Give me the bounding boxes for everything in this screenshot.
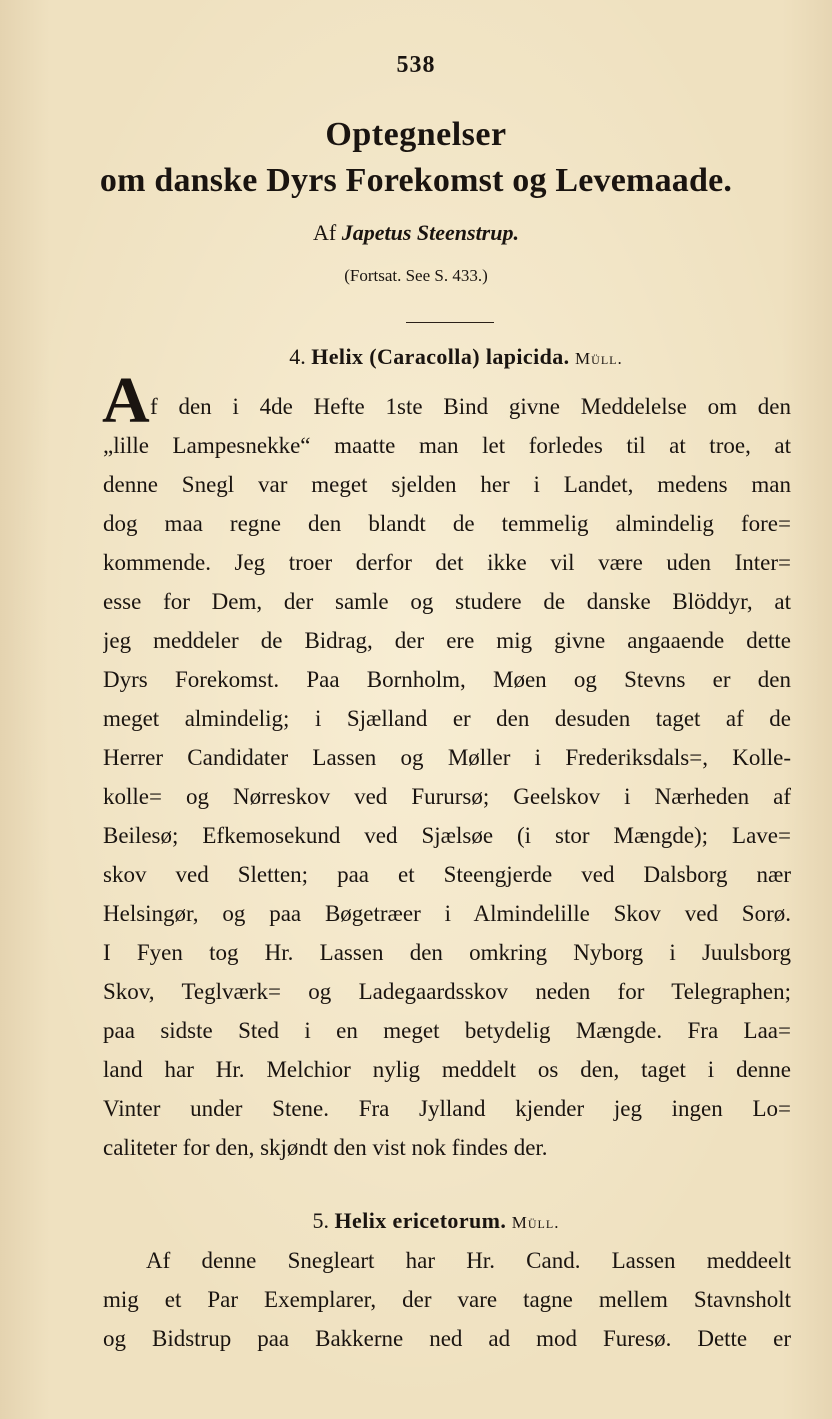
section-divider [406, 322, 494, 323]
species-heading-4 [40, 344, 832, 370]
text-line: dog maa regne den blandt de temmelig almindelig fore= [103, 511, 791, 536]
species-scientific-name: Helix (Caracolla) lapicida. [311, 344, 570, 369]
text-line: Skov, Teglværk= og Ladegaardsskov neden for Telegraphen; [103, 979, 791, 1004]
species-number: 5. [312, 1208, 330, 1233]
article-title: Optegnelser [325, 116, 507, 153]
text-line: I Fyen tog Hr. Lassen den omkring Nyborg i Juulsborg [103, 940, 791, 965]
author-prefix: Af [313, 220, 337, 245]
drop-cap: A [102, 364, 150, 437]
page-number: 538 [396, 52, 436, 78]
text-line: mig et Par Exemplarer, der vare tagne mellem Stavnsholt [103, 1287, 791, 1312]
text-line: Af denne Snegleart har Hr. Cand. Lassen meddeelt [146, 1248, 791, 1273]
text-line: meget almindelig; i Sjælland er den desuden taget af de [103, 706, 791, 731]
text-line: caliteter for den, skjøndt den vist nok findes der. [103, 1135, 548, 1160]
text-line: denne Snegl var meget sjelden her i Landet, medens man [103, 472, 791, 497]
text-line: kolle= og Nørreskov ved Furursø; Geelskov i Nærheden af [103, 784, 791, 809]
text-line: Vinter under Stene. Fra Jylland kjender jeg ingen Lo= [103, 1096, 791, 1121]
text-line: Herrer Candidater Lassen og Møller i Frederiksdals=, Kolle- [103, 745, 791, 770]
text-line: Helsingør, og paa Bøgetræer i Almindelille Skov ved Sorø. [103, 901, 791, 926]
text-line: skov ved Sletten; paa et Steengjerde ved Dalsborg nær [103, 862, 791, 887]
text-line: jeg meddeler de Bidrag, der ere mig givne angaaende dette [103, 628, 791, 653]
author-name: Japetus Steenstrup. [341, 220, 519, 245]
text-line: f den i 4de Hefte 1ste Bind givne Meddelelse om den [150, 394, 791, 419]
text-line: esse for Dem, der samle og studere de danske Blöddyr, at [103, 589, 791, 614]
species-authority: Müll. [511, 1213, 560, 1232]
article-subtitle: om danske Dyrs Forekomst og Levemaade. [99, 162, 733, 199]
text-line: „lille Lampesnekke“ maatte man let forledes til at troe, at [103, 433, 791, 458]
text-line: og Bidstrup paa Bakkerne ned ad mod Furesø. Dette er [103, 1326, 791, 1351]
text-line: Dyrs Forekomst. Paa Bornholm, Møen og Stevns er den [103, 667, 791, 692]
author-line [0, 220, 832, 246]
species-number: 4. [289, 344, 306, 369]
text-line: Beilesø; Efkemosekund ved Sjælsøe (i stor Mængde); Lave= [103, 823, 791, 848]
text-line: paa sidste Sted i en meget betydelig Mængde. Fra Laa= [103, 1018, 791, 1043]
text-line: land har Hr. Melchior nylig meddelt os den, taget i denne [103, 1057, 791, 1082]
species-scientific-name: Helix ericetorum. [334, 1208, 507, 1233]
species-authority: Müll. [575, 349, 623, 368]
text-line: kommende. Jeg troer derfor det ikke vil være uden Inter= [103, 550, 791, 575]
continued-note: (Fortsat. See S. 433.) [344, 266, 488, 285]
species-heading-5 [20, 1208, 832, 1234]
